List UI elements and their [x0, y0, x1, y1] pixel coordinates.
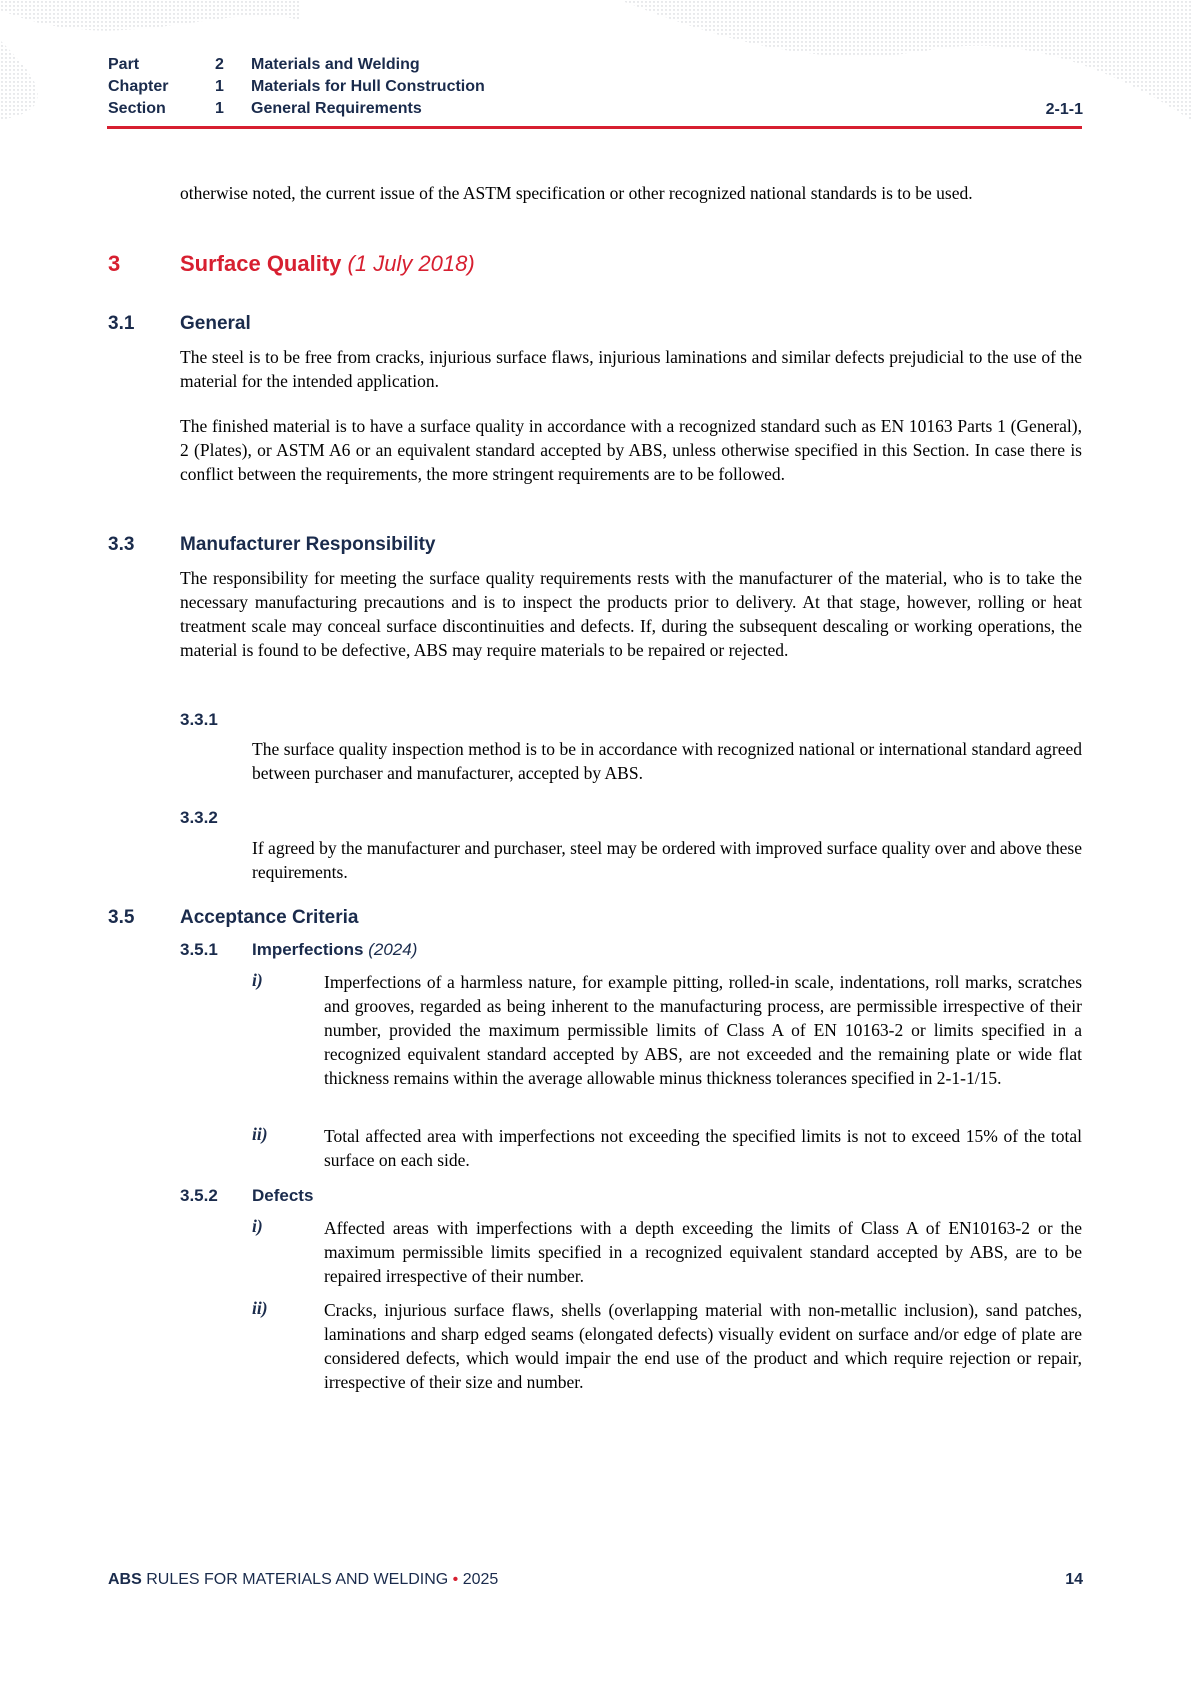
list-item-number: ii) [252, 1298, 268, 1318]
section-3-date: (1 July 2018) [347, 251, 475, 276]
header-part-title: Materials and Welding [251, 56, 420, 73]
section-3-5-1-number: 3.5.1 [180, 940, 218, 959]
footer-year: 2025 [462, 1571, 499, 1588]
header-section-title: General Requirements [251, 100, 422, 117]
header-chapter-title: Materials for Hull Construction [251, 78, 485, 95]
footer-page-number: 14 [1065, 1571, 1083, 1588]
header-part-label: Part [108, 56, 140, 73]
section-3-5-1-heading [252, 940, 417, 960]
header-part-number: 2 [215, 56, 224, 73]
section-3-5-1-title: Imperfections [252, 940, 364, 959]
section-3-3-title: Manufacturer Responsibility [180, 534, 436, 555]
header-chapter-label: Chapter [108, 78, 169, 95]
section-3-5-title: Acceptance Criteria [180, 907, 359, 928]
footer-bullet: • [452, 1571, 459, 1588]
section-3-3-1-paragraph: The surface quality inspection method is to be in accordance with recognized national or international standard agreed between purchaser and manufacturer, accepted by ABS. [252, 739, 1082, 783]
list-item-number: ii) [252, 1124, 268, 1144]
section-3-number: 3 [108, 251, 121, 276]
list-item-text: Total affected area with imperfections not exceeding the specified limits is not to exceed 15% of the total surface on each side. [324, 1126, 1082, 1170]
list-item-text: Affected areas with imperfections with a depth exceeding the limits of Class A of EN10163-2 or the maximum permissible limits specified in a recognized equivalent standard accepted by ABS, are to be repaired irrespective of their number. [324, 1218, 1082, 1286]
section-3-5-1-date: (2024) [368, 940, 418, 959]
header-wave-decoration [0, 0, 1191, 130]
section-3-3-paragraph: The responsibility for meeting the surface quality requirements rests with the manufacturer of the material, who is to take the necessary manufacturing precautions and is to inspect the products prior to delivery. At that stage, however, rolling or heat treatment scale may conceal surface discontinuities and defects. If, during the subsequent descaling or working operations, the material is found to be defective, ABS may require materials to be repaired or rejected. [180, 568, 1082, 660]
footer-brand: ABS [108, 1571, 142, 1588]
list-item-text: Cracks, injurious surface flaws, shells (overlapping material with non-metallic inclusion), sand patches, laminations and sharp edged seams (elongated defects) visually evident on surface and/or edge of plate are considered defects, which would impair the end use of the product and which require rejection or repair, irrespective of their size and number. [324, 1300, 1082, 1392]
section-3-5-number: 3.5 [108, 907, 135, 928]
header-section-label: Section [108, 100, 166, 117]
header-reference: 2-1-1 [1045, 101, 1083, 118]
list-item-number: i) [252, 970, 263, 990]
section-3-title: Surface Quality [180, 251, 342, 276]
header-divider [107, 126, 1082, 129]
section-3-heading [180, 251, 475, 277]
intro-paragraph: otherwise noted, the current issue of the ASTM specification or other recognized national standards is to be used. [180, 183, 973, 203]
section-3-5-2-number: 3.5.2 [180, 1186, 218, 1205]
header-chapter-number: 1 [215, 78, 224, 95]
list-item-number: i) [252, 1216, 263, 1236]
section-3-3-number: 3.3 [108, 534, 135, 555]
section-3-3-1-number: 3.3.1 [180, 710, 218, 729]
list-item-text: Imperfections of a harmless nature, for example pitting, rolled-in scale, indentations, roll marks, scratches and grooves, regarded as being inherent to the manufacturing process, are permissible irrespective of their number, provided the maximum permissible limits of Class A of EN 10163-2 or limits specified in a recognized equivalent standard accepted by ABS, are not exceeded and the remaining plate or wide flat thickness remains within the average allowable minus thickness tolerances specified in 2-1-1/15. [324, 972, 1082, 1088]
footer-title: RULES FOR MATERIALS AND WELDING [146, 1571, 449, 1588]
footer-document-title [108, 1571, 498, 1589]
section-3-3-2-number: 3.3.2 [180, 808, 218, 827]
section-3-5-2-title: Defects [252, 1186, 314, 1205]
section-3-1-paragraph-1: The steel is to be free from cracks, injurious surface flaws, injurious laminations and similar defects prejudicial to the use of the material for the intended application. [180, 347, 1082, 391]
header-section-number: 1 [215, 100, 224, 117]
section-3-1-title: General [180, 313, 251, 334]
section-3-3-2-paragraph: If agreed by the manufacturer and purchaser, steel may be ordered with improved surface quality over and above these requirements. [252, 838, 1082, 882]
section-3-1-paragraph-2: The finished material is to have a surface quality in accordance with a recognized standard such as EN 10163 Parts 1 (General), 2 (Plates), or ASTM A6 or an equivalent standard accepted by ABS, unless otherwise specified in this Section. In case there is conflict between the requirements, the more stringent requirements are to be followed. [180, 416, 1082, 484]
section-3-1-number: 3.1 [108, 313, 135, 334]
